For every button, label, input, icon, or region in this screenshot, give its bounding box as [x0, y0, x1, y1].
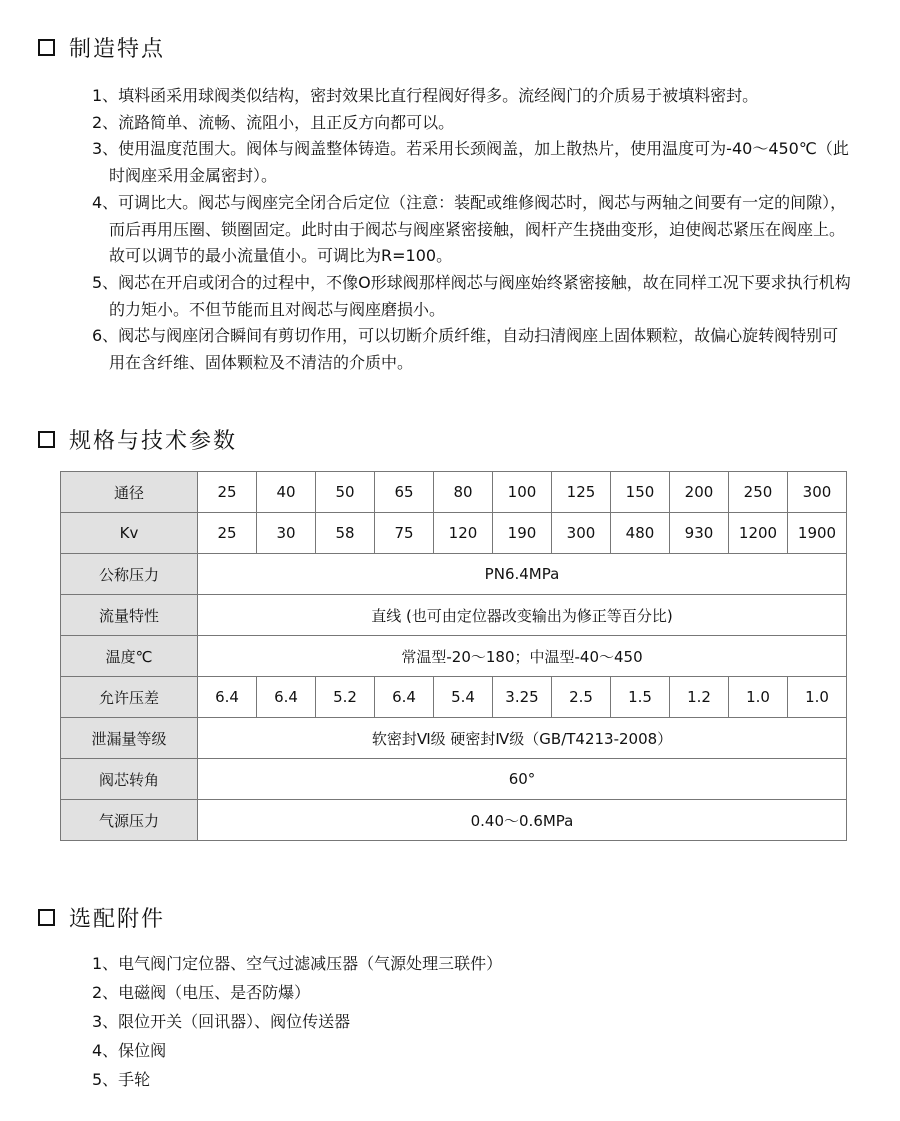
table-cell: 5.2: [316, 677, 375, 718]
table-cell: 75: [375, 513, 434, 554]
section-title: 制造特点: [69, 37, 166, 62]
table-cell: 5.4: [434, 677, 493, 718]
table-cell: 3.25: [493, 677, 552, 718]
section-title: 选配附件: [69, 907, 166, 932]
feature-item: 3、使用温度范围大。阀体与阀盖整体铸造。若采用长颈阀盖，加上散热片，使用温度可为-40～450℃（此时阀座采用金属密封）。: [92, 139, 849, 186]
table-cell: 6.4: [198, 677, 257, 718]
row-label: 通径: [61, 472, 198, 513]
table-cell: 125: [552, 472, 611, 513]
table-cell: 930: [670, 513, 729, 554]
row-label: 流量特性: [61, 595, 198, 636]
checkbox-square-icon: [38, 431, 55, 448]
table-cell: 120: [434, 513, 493, 554]
checkbox-square-icon: [38, 39, 55, 56]
row-label: Kv: [61, 513, 198, 554]
accessory-item: 5、手轮: [92, 1070, 151, 1089]
table-cell: 1.2: [670, 677, 729, 718]
section-title: 规格与技术参数: [69, 429, 238, 454]
table-row-leakage: [61, 718, 847, 759]
table-cell: 190: [493, 513, 552, 554]
row-label: 气源压力: [61, 800, 198, 841]
section-header-specs: [38, 424, 237, 455]
table-cell: 100: [493, 472, 552, 513]
feature-item: 6、阀芯与阀座闭合瞬间有剪切作用，可以切断介质纤维，自动扫清阀座上固体颗粒，故偏心旋转阀特别可用在含纤维、固体颗粒及不清洁的介质中。: [92, 326, 839, 373]
table-cell: 480: [611, 513, 670, 554]
table-cell: PN6.4MPa: [198, 554, 847, 595]
accessory-item: 3、限位开关（回讯器）、阀位传送器: [92, 1012, 351, 1031]
table-cell: 直线 (也可由定位器改变输出为修正等百分比): [198, 595, 847, 636]
row-label: 阀芯转角: [61, 759, 198, 800]
table-cell: 6.4: [375, 677, 434, 718]
row-label: 温度℃: [61, 636, 198, 677]
accessory-item: 4、保位阀: [92, 1041, 167, 1060]
feature-item: 4、可调比大。阀芯与阀座完全闭合后定位（注意：装配或维修阀芯时，阀芯与两轴之间要有一定的间隙），而后再用压圈、锁圈固定。此时由于阀芯与阀座紧密接触，阀杆产生挠曲变形，迫使阀芯紧压在阀座上。故可以调节的最小流量值小。可调比为R=100。: [92, 192, 847, 266]
feature-item: 1、填料函采用球阀类似结构，密封效果比直行程阀好得多。流经阀门的介质易于被填料密封。: [92, 86, 759, 105]
table-cell: 200: [670, 472, 729, 513]
table-row-temperature: [61, 636, 847, 677]
table-cell: 150: [611, 472, 670, 513]
table-cell: 300: [788, 472, 847, 513]
table-cell: 1.0: [729, 677, 788, 718]
table-row-rotation: [61, 759, 847, 800]
section-header-features: [38, 32, 165, 63]
table-row-kv: [61, 513, 847, 554]
table-row-allowable-dp: [61, 677, 847, 718]
row-label: 公称压力: [61, 554, 198, 595]
table-cell: 80: [434, 472, 493, 513]
table-cell: 0.40～0.6MPa: [198, 800, 847, 841]
table-row-nominal-pressure: [61, 554, 847, 595]
feature-item: 2、流路简单、流畅、流阻小，且正反方向都可以。: [92, 112, 455, 132]
accessory-item: 1、电气阀门定位器、空气过滤减压器（气源处理三联件）: [92, 954, 503, 973]
accessory-item: 2、电磁阀（电压、是否防爆）: [92, 983, 311, 1002]
row-label: 泄漏量等级: [61, 718, 198, 759]
table-cell: 50: [316, 472, 375, 513]
table-cell: 1900: [788, 513, 847, 554]
table-cell: 常温型-20～180；中温型-40～450: [198, 636, 847, 677]
section-header-accessories: [38, 902, 165, 933]
features-list: [92, 83, 852, 377]
table-cell: 60°: [198, 759, 847, 800]
table-cell: 2.5: [552, 677, 611, 718]
table-cell: 6.4: [257, 677, 316, 718]
table-cell: 1200: [729, 513, 788, 554]
table-cell: 软密封Ⅵ级 硬密封Ⅳ级（GB/T4213-2008）: [198, 718, 847, 759]
table-row-air-supply: [61, 800, 847, 841]
table-cell: 40: [257, 472, 316, 513]
table-cell: 58: [316, 513, 375, 554]
table-cell: 1.0: [788, 677, 847, 718]
table-row-diameter: [61, 472, 847, 513]
table-cell: 30: [257, 513, 316, 554]
table-cell: 250: [729, 472, 788, 513]
table-cell: 25: [198, 513, 257, 554]
row-label: 允许压差: [61, 677, 198, 718]
table-row-flow-characteristic: [61, 595, 847, 636]
table-cell: 25: [198, 472, 257, 513]
table-cell: 65: [375, 472, 434, 513]
accessories-list: [92, 949, 502, 1094]
checkbox-square-icon: [38, 909, 55, 926]
table-cell: 1.5: [611, 677, 670, 718]
table-cell: 300: [552, 513, 611, 554]
feature-item: 5、阀芯在开启或闭合的过程中，不像O形球阀那样阀芯与阀座始终紧密接触，故在同样工况下要求执行机构的力矩小。不但节能而且对阀芯与阀座磨损小。: [92, 272, 851, 319]
spec-table: [60, 471, 847, 841]
